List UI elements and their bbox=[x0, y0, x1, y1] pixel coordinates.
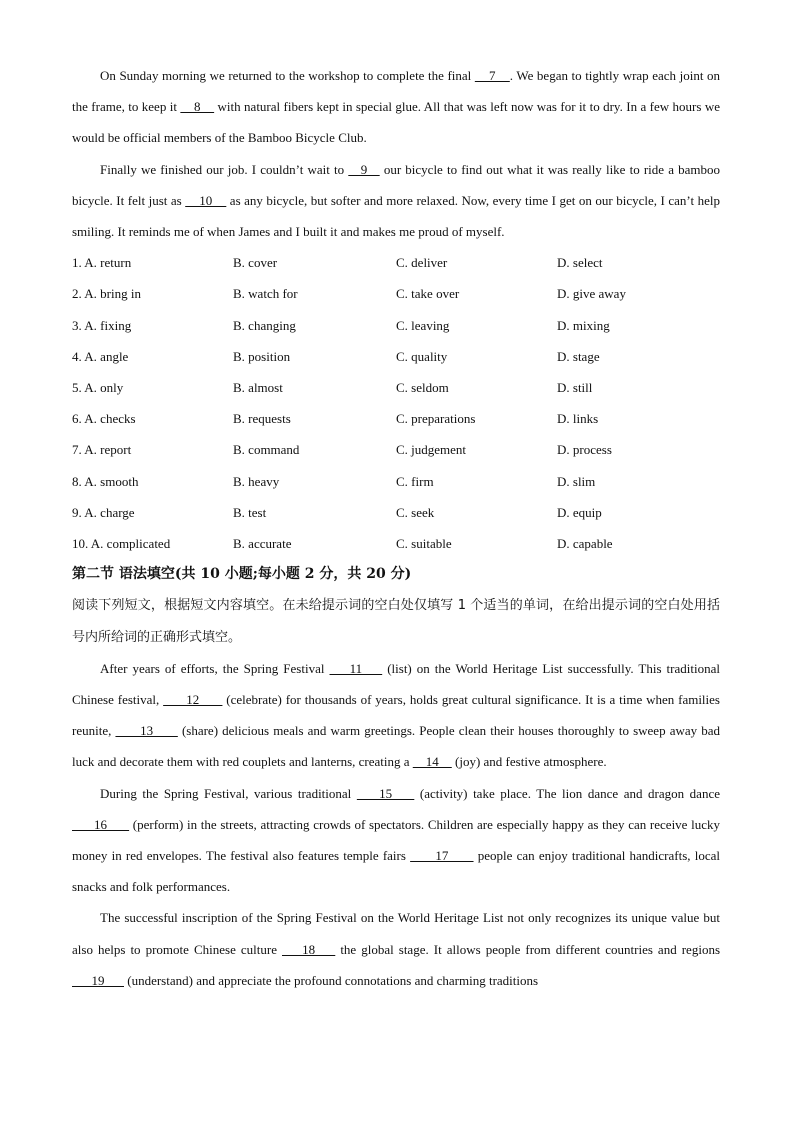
passage2-paragraph1 bbox=[72, 653, 720, 778]
option-c: C. suitable bbox=[396, 535, 452, 551]
option-row bbox=[72, 278, 720, 309]
option-c: C. seek bbox=[396, 504, 435, 520]
option-b: B. changing bbox=[233, 317, 296, 333]
blank-8: 8 bbox=[180, 99, 215, 115]
option-c: C. firm bbox=[396, 473, 434, 489]
option-b: B. requests bbox=[233, 411, 291, 427]
option-a: 6. A. checks bbox=[72, 411, 136, 427]
option-c: C. quality bbox=[396, 348, 448, 364]
blank-18: 18 bbox=[282, 941, 336, 957]
text-run: The successful inscription of the Spring Festival on the World Heritage List not only recognizes its unique value but also helps to promote Chinese culture bbox=[72, 910, 720, 957]
option-b: B. accurate bbox=[233, 535, 292, 551]
option-row bbox=[72, 403, 720, 434]
blank-17: 17 bbox=[410, 847, 474, 863]
text-run: . We began to tightly wrap each joint on the frame, to keep it bbox=[72, 68, 720, 115]
option-d: D. links bbox=[557, 411, 599, 427]
blank-15: 15 bbox=[356, 785, 415, 801]
text-run: people can enjoy traditional handicrafts, local snacks and folk performances. bbox=[72, 847, 720, 895]
option-d: D. process bbox=[557, 442, 612, 458]
passage2-paragraph3 bbox=[72, 902, 720, 996]
option-b: B. almost bbox=[233, 379, 283, 395]
option-a: 2. A. bring in bbox=[72, 286, 141, 302]
option-d: D. stage bbox=[557, 348, 600, 364]
option-row bbox=[72, 466, 720, 497]
blank-14: 14 bbox=[412, 754, 452, 770]
option-d: D. give away bbox=[557, 286, 626, 302]
option-c: C. judgement bbox=[396, 442, 467, 458]
option-a: 8. A. smooth bbox=[72, 473, 139, 489]
option-b: B. command bbox=[233, 442, 300, 458]
text-run: On Sunday morning we returned to the workshop to complete the final bbox=[100, 68, 475, 83]
option-c: C. deliver bbox=[396, 255, 448, 271]
section-instructions: 阅读下列短文，根据短文内容填空。在未给提示词的空白处仅填写 1 个适当的单词，在给出提示词的空白处用括号内所给词的正确形式填空。 bbox=[72, 598, 720, 645]
option-d: D. mixing bbox=[557, 317, 610, 333]
text-run: (activity) take place. The lion dance and dragon dance bbox=[414, 785, 720, 801]
option-d: D. capable bbox=[557, 535, 613, 551]
option-row bbox=[72, 434, 720, 465]
option-row bbox=[72, 310, 720, 341]
option-row bbox=[72, 372, 720, 403]
text-run: (understand) and appreciate the profound connotations and charming traditions bbox=[124, 972, 539, 988]
text-run: (list) on the World Heritage List successfully. This traditional Chinese festival, bbox=[72, 660, 720, 707]
blank-9: 9 bbox=[348, 161, 380, 177]
option-b: B. position bbox=[233, 348, 291, 364]
text-run: (perform) in the streets, attracting crowds of spectators. Children are especially happy as they can receive lucky money in red envelopes. The festival also features temple fairs bbox=[72, 816, 721, 863]
option-b: B. test bbox=[233, 504, 267, 520]
option-row bbox=[72, 341, 720, 372]
text-run: Finally we finished our job. I couldn’t wait to bbox=[100, 161, 349, 177]
option-a: 3. A. fixing bbox=[72, 317, 132, 333]
passage1-paragraph2 bbox=[72, 154, 720, 248]
passage1-paragraph1 bbox=[72, 60, 720, 154]
option-a: 4. A. angle bbox=[72, 348, 129, 364]
text-run: After years of efforts, the Spring Festival bbox=[100, 660, 330, 676]
text-run: with natural fibers kept in special glue. All that was left now was for it to dry. In a few hours we would be official members of the Bamboo Bicycle Club. bbox=[72, 99, 720, 146]
text-run: our bicycle to find out what it was really like to ride a bamboo bicycle. It felt just as bbox=[72, 161, 721, 208]
text-run: (share) delicious meals and warm greetings. People clean their houses thoroughly to sweep away bad luck and decorate them with red couplets and lanterns, creating a bbox=[72, 723, 721, 770]
option-a: 5. A. only bbox=[72, 379, 124, 395]
blank-11: 11 bbox=[329, 660, 383, 676]
option-c: C. take over bbox=[396, 286, 460, 302]
blank-16: 16 bbox=[72, 816, 130, 832]
document-page bbox=[72, 60, 720, 996]
blank-12: 12 bbox=[163, 691, 223, 707]
option-c: C. preparations bbox=[396, 411, 476, 427]
passage2-paragraph2 bbox=[72, 778, 720, 903]
option-c: C. leaving bbox=[396, 317, 450, 333]
blank-19: 19 bbox=[72, 972, 124, 988]
blank-7: 7 bbox=[474, 68, 510, 83]
option-a: 10. A. complicated bbox=[72, 535, 171, 551]
option-d: D. still bbox=[557, 379, 593, 395]
option-d: D. slim bbox=[557, 473, 596, 489]
option-d: D. equip bbox=[557, 504, 602, 520]
option-c: C. seldom bbox=[396, 379, 449, 395]
blank-10: 10 bbox=[185, 192, 227, 208]
text-run: (celebrate) for thousands of years, holds great cultural significance. It is a time when families reunite, bbox=[72, 691, 720, 739]
option-a: 9. A. charge bbox=[72, 504, 135, 520]
option-a: 1. A. return bbox=[72, 255, 132, 271]
option-row bbox=[72, 247, 720, 278]
text-run: During the Spring Festival, various traditional bbox=[100, 785, 357, 801]
blank-13: 13 bbox=[115, 723, 178, 739]
text-run: the global stage. It allows people from different countries and regions bbox=[335, 941, 721, 957]
text-run: (joy) and festive atmosphere. bbox=[451, 754, 607, 770]
option-row bbox=[72, 528, 720, 559]
option-b: B. watch for bbox=[233, 286, 298, 302]
answer-options bbox=[72, 247, 720, 559]
option-d: D. select bbox=[557, 255, 603, 271]
option-row bbox=[72, 497, 720, 528]
option-a: 7. A. report bbox=[72, 442, 132, 458]
section-heading: 第二节 语法填空(共 10 小题;每小题 2 分，共 20 分) bbox=[72, 566, 412, 583]
option-b: B. cover bbox=[233, 255, 278, 271]
option-b: B. heavy bbox=[233, 473, 280, 489]
text-run: as any bicycle, but softer and more relaxed. Now, every time I get on our bicycle, I can’t help smiling. It reminds me of when James and I built it and makes me proud of myself. bbox=[72, 192, 720, 240]
